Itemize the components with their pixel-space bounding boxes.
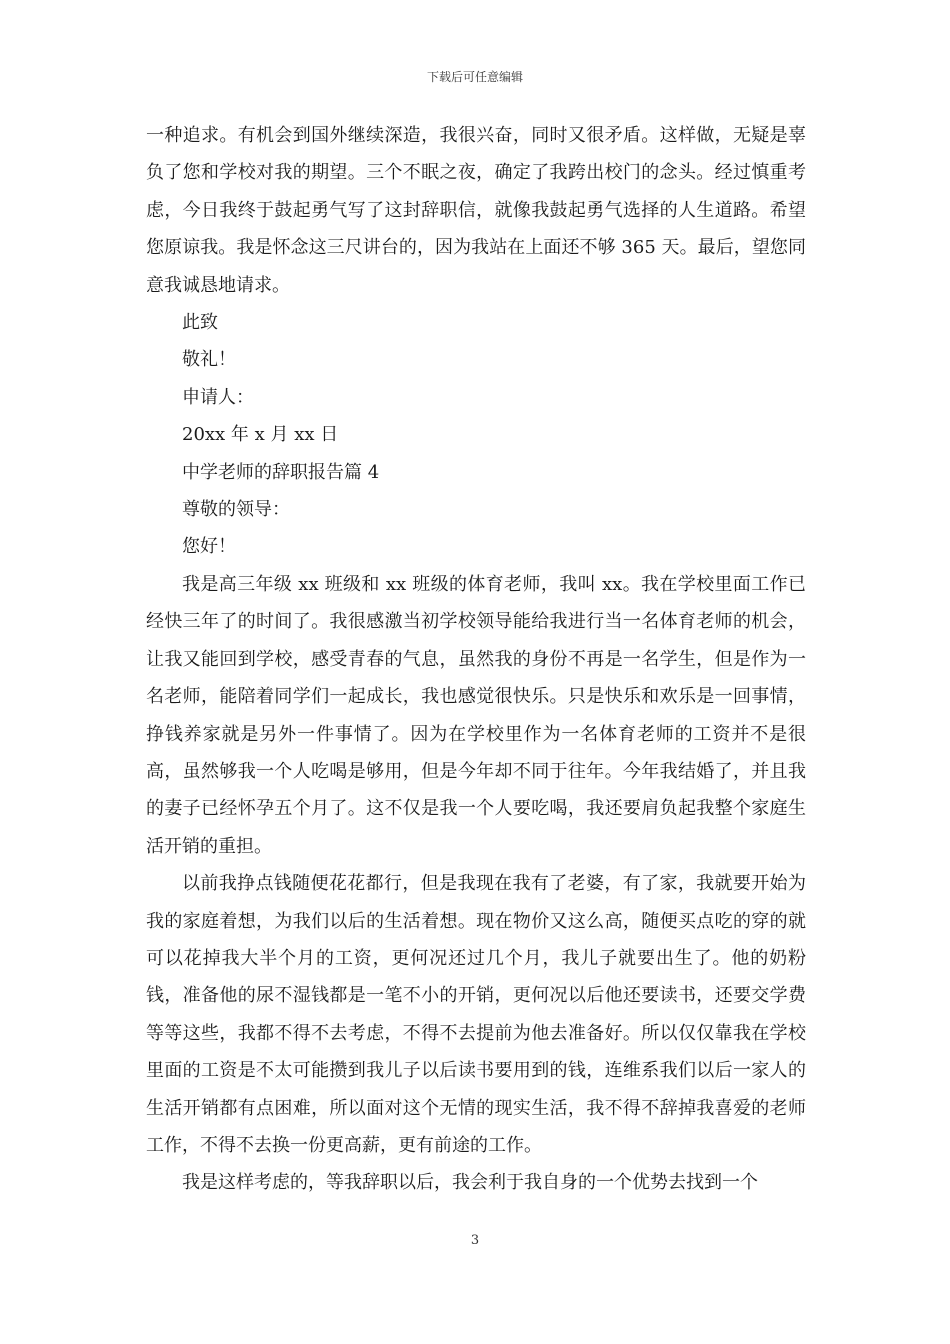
- paragraph-introduction: 我是高三年级 xx 班级和 xx 班级的体育老师，我叫 xx。我在学校里面工作已经快三年了的时间了。我很感激当初学校领导能给我进行当一名体育老师的机会，让我又能回到学校，感受青春的气息，虽然我的身份不再是一名学生，但是作为一名老师，能陪着同学们一起成长，我也感觉很快乐。只是快乐和欢乐是一回事情，挣钱养家就是另外一件事情了。因为在学校里作为一名体育老师的工资并不是很高，虽然够我一个人吃喝是够用，但是今年却不同于往年。今年我结婚了，并且我的妻子已经怀孕五个月了。这不仅是我一个人要吃喝，我还要肩负起我整个家庭生活开销的重担。: [146, 573, 806, 857]
- page-number: 3: [470, 1233, 480, 1248]
- closing-salutation: 此致: [182, 312, 218, 334]
- paragraph-future-plan: 我是这样考虑的，等我辞职以后，我会利于我自身的一个优势去找到一个: [182, 1172, 758, 1194]
- letter-greeting: 尊敬的领导：: [182, 499, 290, 521]
- section-title: 中学老师的辞职报告篇 4: [182, 461, 380, 483]
- paragraph-resignation-reason: 一种追求。有机会到国外继续深造，我很兴奋，同时又很矛盾。这样做，无疑是辜负了您和学校对我的期望。三个不眠之夜，确定了我跨出校门的念头。经过慎重考虑，今日我终于鼓起勇气写了这封辞职信，就像我鼓起勇气选择的人生道路。希望您原谅我。我是怀念这三尺讲台的，因为我站在上面还不够 365 天。最后，望您同意我诚恳地请求。: [146, 125, 806, 296]
- letter-hello: 您好！: [182, 536, 236, 558]
- letter-date: 20xx 年 x 月 xx 日: [182, 424, 339, 446]
- document-body: [146, 117, 806, 1202]
- page-header: 下载后可任意编辑: [426, 70, 523, 84]
- applicant-label: 申请人：: [182, 386, 254, 408]
- closing-regards: 敬礼！: [182, 349, 236, 371]
- paragraph-family-considerations: 以前我挣点钱随便花花都行，但是我现在我有了老婆，有了家，我就要开始为我的家庭着想，为我们以后的生活着想。现在物价又这么高，随便买点吃的穿的就可以花掉我大半个月的工资，更何况还过几个月，我儿子就要出生了。他的奶粉钱，准备他的尿不湿钱都是一笔不小的开销，更何况以后他还要读书，还要交学费等等这些，我都不得不去考虑，不得不去提前为他去准备好。所以仅仅靠我在学校里面的工资是不太可能攒到我儿子以后读书要用到的钱，连维系我们以后一家人的生活开销都有点困难，所以面对这个无情的现实生活，我不得不辞掉我喜爱的老师工作，不得不去换一份更高薪，更有前途的工作。: [146, 873, 806, 1156]
